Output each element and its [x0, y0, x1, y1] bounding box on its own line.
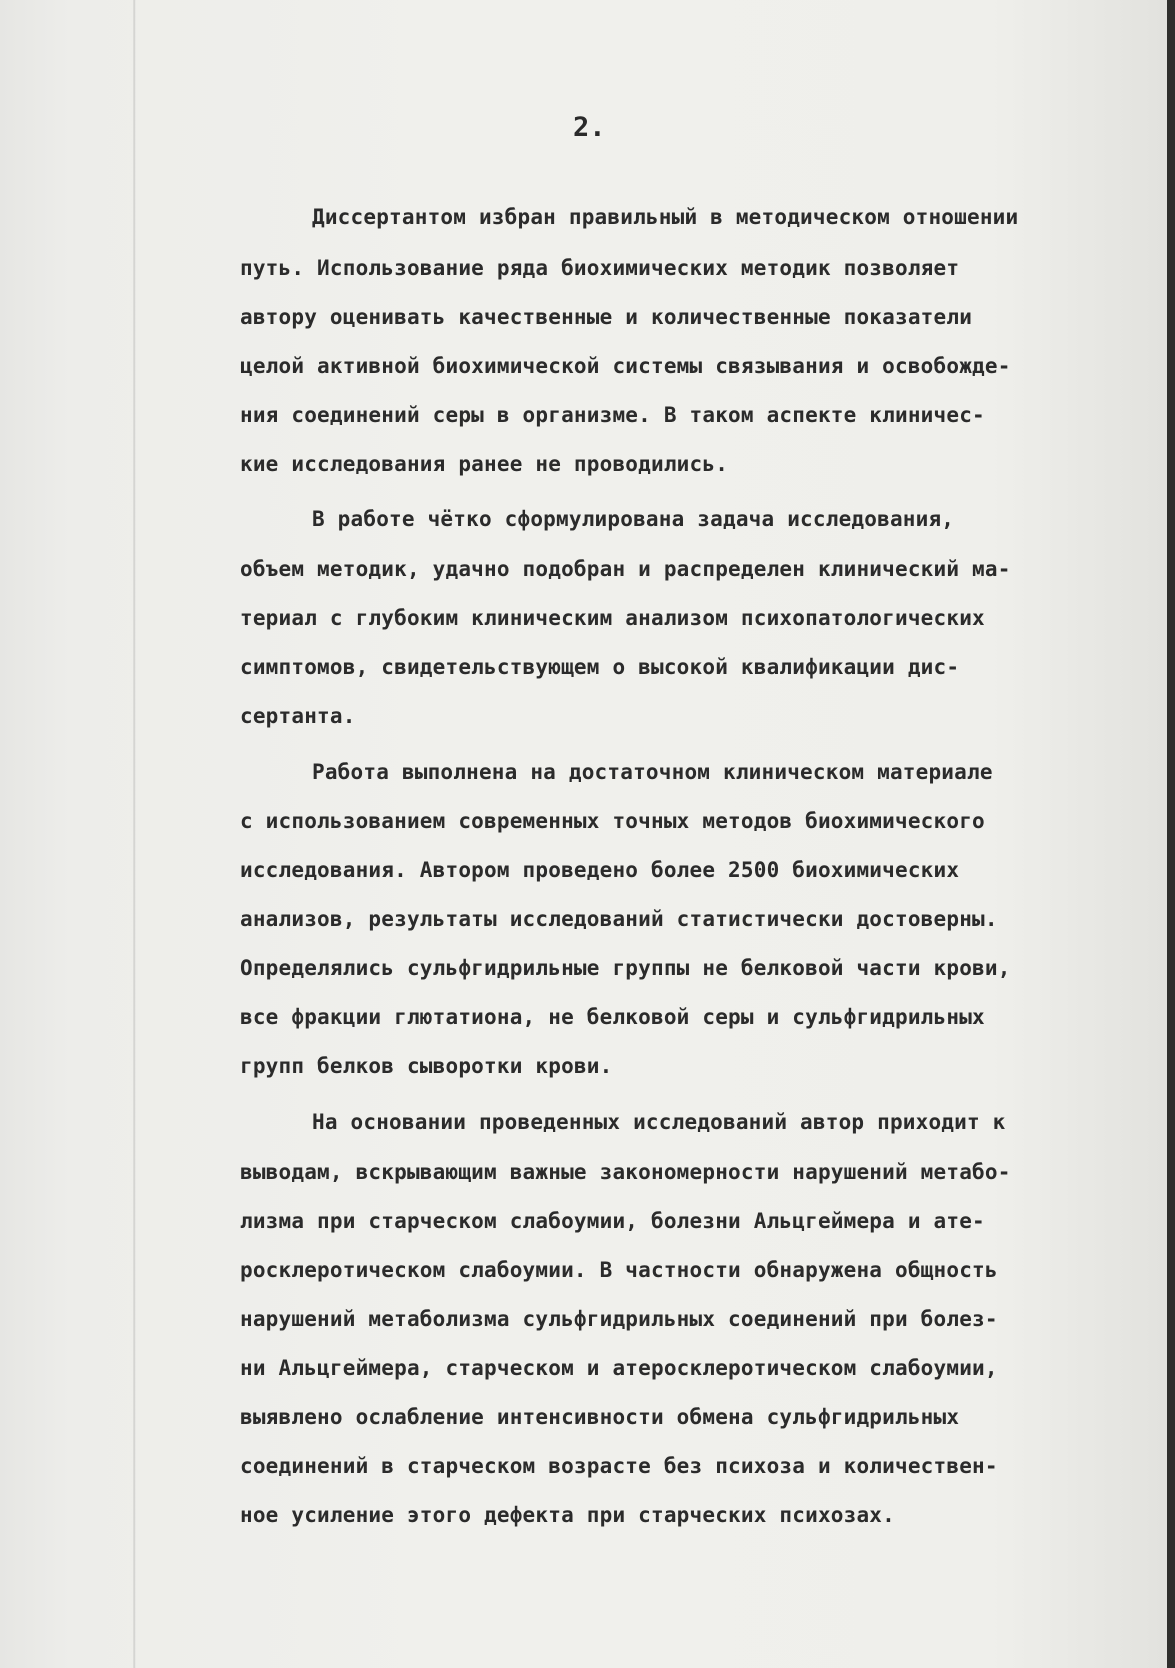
paragraph-1-line-5: ния соединений серы в организме. В таком аспекте клиничес- [240, 403, 985, 427]
paragraph-4-line-3: лизма при старческом слабоумии, болезни Альцгеймера и ате- [240, 1209, 985, 1233]
paragraph-3-line-1: Работа выполнена на достаточном клиническом материале [312, 760, 993, 784]
paragraph-3-line-3: исследования. Автором проведено более 2500 биохимических [240, 858, 960, 882]
paragraph-3-line-5: Определялись сульфгидрильные группы не белковой части крови, [240, 956, 1011, 980]
paragraph-4-line-6: ни Альцгеймера, старческом и атеросклеротическом слабоумии, [240, 1356, 998, 1380]
paragraph-4-line-8: соединений в старческом возрасте без психоза и количествен- [240, 1454, 998, 1478]
paragraph-3-line-4: анализов, результаты исследований статистически достоверны. [240, 907, 998, 931]
paragraph-2-line-1: В работе чётко сформулирована задача исследования, [312, 507, 955, 531]
paragraph-2-line-2: объем методик, удачно подобран и распределен клинический ма- [240, 557, 1011, 581]
paragraph-2-line-3: териал с глубоким клиническим анализом психопатологических [240, 606, 985, 630]
paragraph-4-line-5: нарушений метаболизма сульфгидрильных соединений при болез- [240, 1307, 998, 1331]
paragraph-1-line-2: путь. Использование ряда биохимических методик позволяет [240, 256, 960, 280]
paragraph-3-line-6: все фракции глютатиона, не белковой серы и сульфгидрильных [240, 1005, 985, 1029]
paragraph-4-line-7: выявлено ослабление интенсивности обмена сульфгидрильных [240, 1405, 960, 1429]
paragraph-3-line-7: групп белков сыворотки крови. [240, 1054, 613, 1078]
page-number: 2. [573, 112, 606, 143]
paragraph-4-line-9: ное усиление этого дефекта при старческих психозах. [240, 1503, 895, 1527]
paragraph-1-line-6: кие исследования ранее не проводились. [240, 452, 729, 476]
paragraph-4-line-1: На основании проведенных исследований автор приходит к [312, 1110, 1006, 1134]
paragraph-1-line-3: автору оценивать качественные и количественные показатели [240, 305, 973, 329]
paragraph-4-line-4: росклеротическом слабоумии. В частности обнаружена общность [240, 1258, 998, 1282]
paragraph-1-line-1: Диссертантом избран правильный в методическом отношении [312, 205, 1019, 229]
paragraph-2-line-4: симптомов, свидетельствующем о высокой квалификации дис- [240, 655, 960, 679]
paragraph-4-line-2: выводам, вскрывающим важные закономерности нарушений метабо- [240, 1160, 1011, 1184]
paragraph-3-line-2: с использованием современных точных методов биохимического [240, 809, 985, 833]
page-fold-shadow [133, 0, 136, 1668]
paragraph-2-line-5: сертанта. [240, 704, 356, 728]
paragraph-1-line-4: целой активной биохимической системы связывания и освобожде- [240, 354, 1011, 378]
